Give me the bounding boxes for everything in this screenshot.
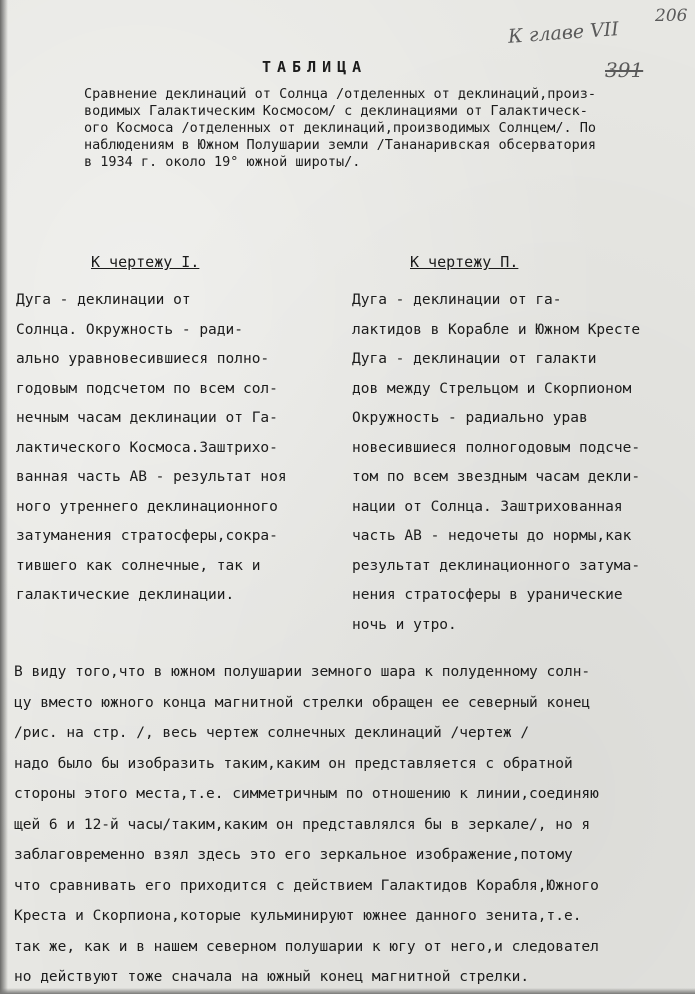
left-column-line: годовым подсчетом по всем сол- [16,380,278,397]
paragraph-line: цу вместо южного конца магнитной стрелки обращен ее северный конец [14,694,591,711]
paragraph-line: В виду того,что в южном полушарии земного шара к полуденному солн- [14,664,591,680]
intro-line: в 1934 г. около 19° южной широты/. [84,154,361,170]
intro-line: водимых Галактическим Космосом/ с деклинациями от Галактическ- [84,103,588,119]
right-column-line: нения стратосферы в уранические [352,587,623,603]
page-edge-shadow-left [0,0,8,994]
paragraph-line: /рис. на стр. /, весь чертеж солнечных деклинаций /чертеж / [14,725,530,741]
document-title: ТАБЛИЦА [262,58,368,76]
paragraph-line: так же, как и в нашем северном полушарии к югу от него,и следовател [14,938,599,955]
left-column-line: Дуга - деклинации от [16,292,191,308]
right-column-line: новесившиеся полногодовым подсче- [352,439,641,456]
left-column-line: лактического Космоса.Заштрихо- [16,439,278,456]
right-column-line: дов между Стрельцом и Скорпионом [352,380,632,397]
left-column-line: ванная часть АВ - результат ноя [16,469,287,485]
right-column-line: часть АВ - недочеты до нормы,как [352,528,632,544]
right-column-line: Окружность - радиально урав [352,410,588,426]
left-column-line: нечным часам деклинации от Га- [16,410,278,426]
paragraph-line: надо было бы изобразить таким,каким он представляется с обратной [14,755,573,772]
right-column-line: результат деклинационного затума- [352,557,641,574]
handwritten-chapter-note: К главе VII [507,18,620,48]
intro-text [84,86,684,171]
left-column-line: Солнца. Окружность - ради- [16,321,243,338]
left-column-line: затуманения стратосферы,сокра- [16,528,278,544]
paragraph-line: заблаговременно взял здесь это его зеркальное изображение,потому [14,847,573,863]
paragraph-line: щей 6 и 12-й часы/таким,каким он представлялся бы в зеркале/, но я [14,816,591,833]
paragraph-line: что сравнивать его приходится с действием Галактидов Корабля,Южного [14,877,599,894]
body-paragraph [14,657,692,993]
handwritten-page-number: 206 [655,6,688,26]
crossed-out-page-number: 391 [605,58,644,82]
column-heading-drawing-1: К чертежу I. [91,253,200,271]
paragraph-line: Креста и Скорпиона,которые кульминируют южнее данного зенита,т.е. [14,908,582,924]
intro-line: ого Космоса /отделенных от деклинаций,производимых Солнцем/. По [84,120,597,136]
right-column-line: Дуга - деклинации от галакти [352,351,597,367]
paragraph-line: но действуют тоже сначала на южный конец магнитной стрелки. [14,969,530,985]
right-column-text [352,286,692,640]
right-column-line: лактидов в Корабле и Южном Кресте [352,321,641,338]
right-column-line: Дуга - деклинации от га- [352,292,562,308]
intro-line: Сравнение деклинаций от Солнца /отделенных от деклинаций,произ- [84,86,597,102]
left-column-line: галактические деклинации. [16,587,235,603]
left-column-line: ально уравновесившиеся полно- [16,351,270,367]
right-column-line: том по всем звездным часам декли- [352,469,641,485]
paragraph-line: стороны этого места,т.е. симметричным по отношению к линии,соединяю [14,786,599,802]
left-column-line: тившего как солнечные, так и [16,557,261,574]
right-column-line: нации от Солнца. Заштрихованная [352,498,623,515]
left-column-line: ного утреннего деклинационного [16,498,278,515]
right-column-line: ночь и утро. [352,616,457,633]
intro-line: наблюдениям в Южном Полушарии земли /Тананаривская обсерватория [84,137,597,153]
left-column-text [16,286,334,611]
column-heading-drawing-2: К чертежу П. [410,253,519,271]
